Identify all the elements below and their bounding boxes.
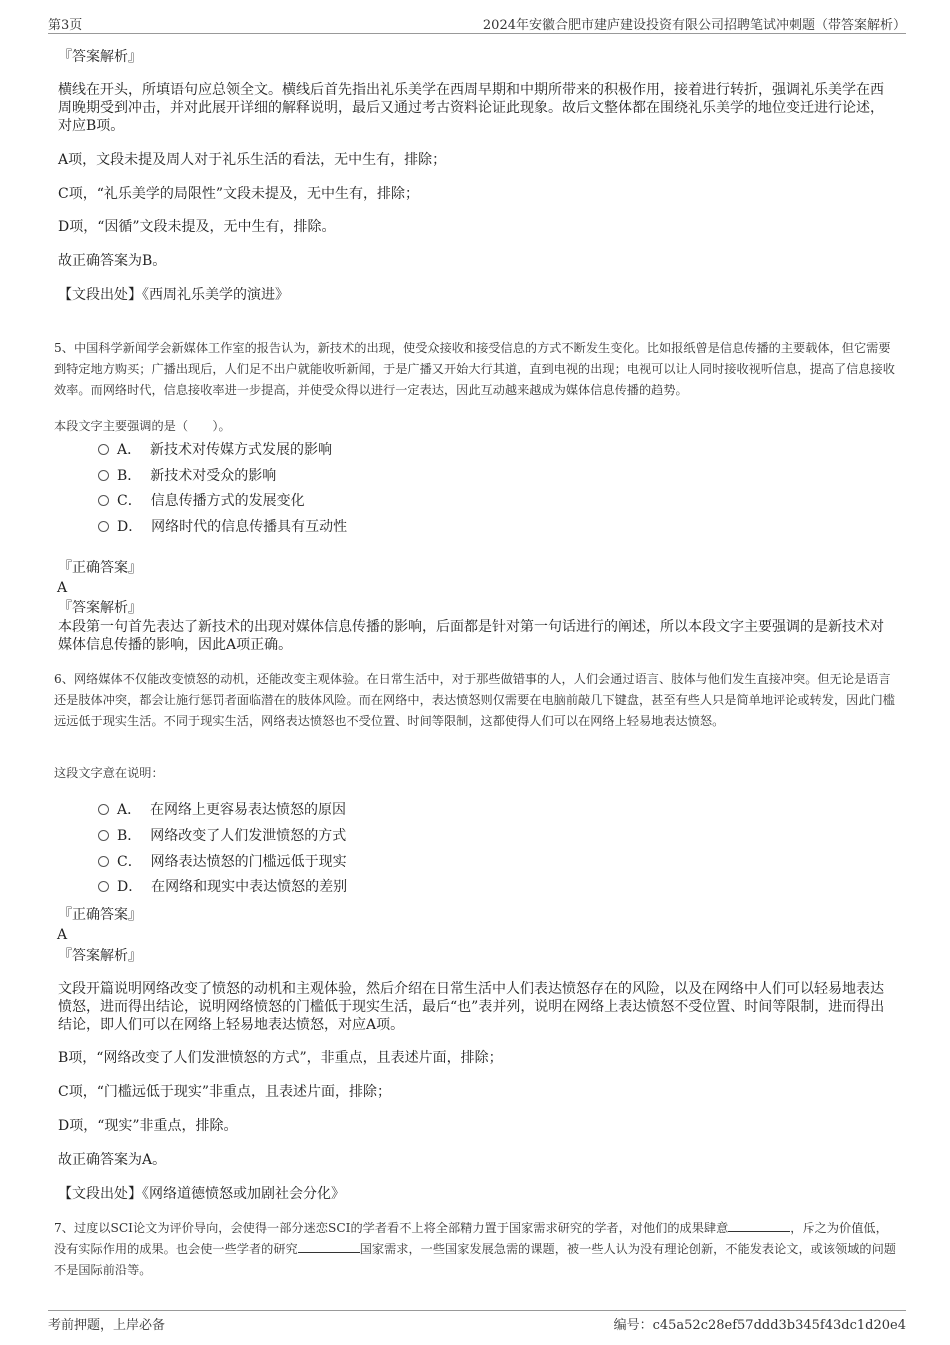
radio-icon[interactable] — [98, 881, 109, 892]
radio-icon[interactable] — [98, 830, 109, 841]
radio-icon[interactable] — [98, 495, 109, 506]
analysis-text: 本段第一句首先表达了新技术的出现对媒体信息传播的影响，后面都是针对第一句话进行的阐述，所以本段文字主要强调的是新技术对媒体信息传播的影响，因此A项正确。 — [58, 619, 884, 653]
radio-icon[interactable] — [98, 470, 109, 481]
analysis-label: 『答案解析』 — [58, 948, 142, 964]
header-divider — [48, 33, 906, 34]
question-5-option-a[interactable]: A． 新技术对传媒方式发展的影响 — [98, 441, 332, 459]
question-5-prompt: 本段文字主要强调的是（ ）。 — [54, 419, 231, 433]
analysis-label: 『答案解析』 — [58, 600, 142, 616]
option-d-explanation: D项，“因循”文段未提及，无中生有，排除。 — [58, 219, 336, 235]
radio-icon[interactable] — [98, 521, 109, 532]
question-6-option-a[interactable]: A． 在网络上更容易表达愤怒的原因 — [98, 801, 346, 819]
correct-answer-label: 『正确答案』 — [58, 907, 142, 923]
correct-answer-statement: 故正确答案为A。 — [58, 1152, 167, 1168]
document-id: 编号：c45a52c28ef57ddd3b345f43dc1d20e4 — [613, 1318, 906, 1333]
correct-answer-value: A — [57, 580, 68, 596]
correct-answer-label: 『正确答案』 — [58, 560, 142, 576]
radio-icon[interactable] — [98, 804, 109, 815]
source-citation: 【文段出处】《网络道德愤怒或加剧社会分化》 — [58, 1186, 345, 1202]
source-citation: 【文段出处】《西周礼乐美学的演进》 — [58, 287, 289, 303]
option-c-explanation: C项，“礼乐美学的局限性”文段未提及，无中生有，排除； — [58, 186, 420, 202]
question-5-option-c[interactable]: C． 信息传播方式的发展变化 — [98, 492, 305, 510]
page-number: 第3页 — [48, 18, 83, 33]
radio-icon[interactable] — [98, 856, 109, 867]
question-6-text: 6、网络媒体不仅能改变愤怒的动机，还能改变主观体验。在日常生活中，对于那些做错事的人，人们会通过语言、肢体与他们发生直接冲突。但无论是语言还是肢体冲突，都会让施行惩罚者面临潜在的肢体风险。而在网络中，表达愤怒则仅需要在电脑前敲几下键盘，甚至有些人只是简单地评论或转发，因此门槛远远低于现实生活。不同于现实生活，网络表达愤怒也不受位置、时间等限制，这都使得人们可以在网络上轻易地表达愤怒。 — [54, 672, 895, 728]
option-b-explanation: B项，“网络改变了人们发泄愤怒的方式”，非重点，且表述片面，排除； — [58, 1050, 503, 1066]
question-6-option-d[interactable]: D． 在网络和现实中表达愤怒的差别 — [98, 878, 347, 896]
footer-divider — [48, 1310, 906, 1311]
fill-blank-2[interactable] — [298, 1240, 360, 1253]
fill-blank-1[interactable] — [728, 1219, 790, 1232]
option-d-explanation: D项，“现实”非重点，排除。 — [58, 1118, 238, 1134]
document-title: 2024年安徽合肥市建庐建设投资有限公司招聘笔试冲刺题（带答案解析） — [482, 18, 906, 33]
radio-icon[interactable] — [98, 444, 109, 455]
question-5-option-d[interactable]: D． 网络时代的信息传播具有互动性 — [98, 518, 347, 536]
analysis-label: 『答案解析』 — [58, 49, 142, 65]
option-c-explanation: C项，“门槛远低于现实”非重点，且表述片面，排除； — [58, 1084, 392, 1100]
correct-answer-value: A — [57, 927, 68, 943]
question-7-text: 7、过度以SCI论文为评价导向，会使得一部分迷恋SCI的学者看不上将全部精力置于国家需求研究的学者，对他们的成果肆意 ，斥之为价值低，没有实际作用的成果。也会使一些学者的研究 国家需求，一些国家发展急需的课题，被一些人认为没有理论创新，不能发表论文，或该领域的问题不是国际前沿等。 — [54, 1221, 896, 1277]
option-a-explanation: A项，文段未提及周人对于礼乐生活的看法，无中生有，排除； — [58, 152, 447, 168]
question-6-option-b[interactable]: B． 网络改变了人们发泄愤怒的方式 — [98, 827, 346, 845]
correct-answer-statement: 故正确答案为B。 — [58, 253, 167, 269]
question-6-option-c[interactable]: C． 网络表达愤怒的门槛远低于现实 — [98, 853, 347, 871]
question-5-text: 5、中国科学新闻学会新媒体工作室的报告认为，新技术的出现，使受众接收和接受信息的方式不断发生变化。比如报纸曾是信息传播的主要载体，但它需要到特定地方购买；广播出现后，人们足不出户就能收听新闻，于是广播又开始大行其道，直到电视的出现；电视可以让人同时接收视听信息，提高了信息接收效率。而网络时代，信息接收率进一步提高，并使受众得以进行一定表达，因此互动越来越成为媒体信息传播的趋势。 — [54, 341, 895, 397]
analysis-text: 横线在开头，所填语句应总领全文。横线后首先指出礼乐美学在西周早期和中期所带来的积极作用，接着进行转折，强调礼乐美学在西周晚期受到冲击，并对此展开详细的解释说明，最后又通过考古资料论证此现象。故后文整体都在围绕礼乐美学的地位变迁进行论述，对应B项。 — [58, 82, 884, 134]
footer-slogan: 考前押题，上岸必备 — [48, 1318, 166, 1333]
analysis-text: 文段开篇说明网络改变了愤怒的动机和主观体验，然后介绍在日常生活中人们表达愤怒存在的风险，以及在网络中人们可以轻易地表达愤怒，进而得出结论，说明网络愤怒的门槛低于现实生活，最后“也”表并列，说明在网络上表达愤怒不受位置、时间等限制，进而得出结论，即人们可以在网络上轻易地表达愤怒，对应A项。 — [58, 981, 885, 1033]
question-5-option-b[interactable]: B． 新技术对受众的影响 — [98, 467, 276, 485]
question-6-prompt: 这段文字意在说明： — [54, 766, 164, 780]
